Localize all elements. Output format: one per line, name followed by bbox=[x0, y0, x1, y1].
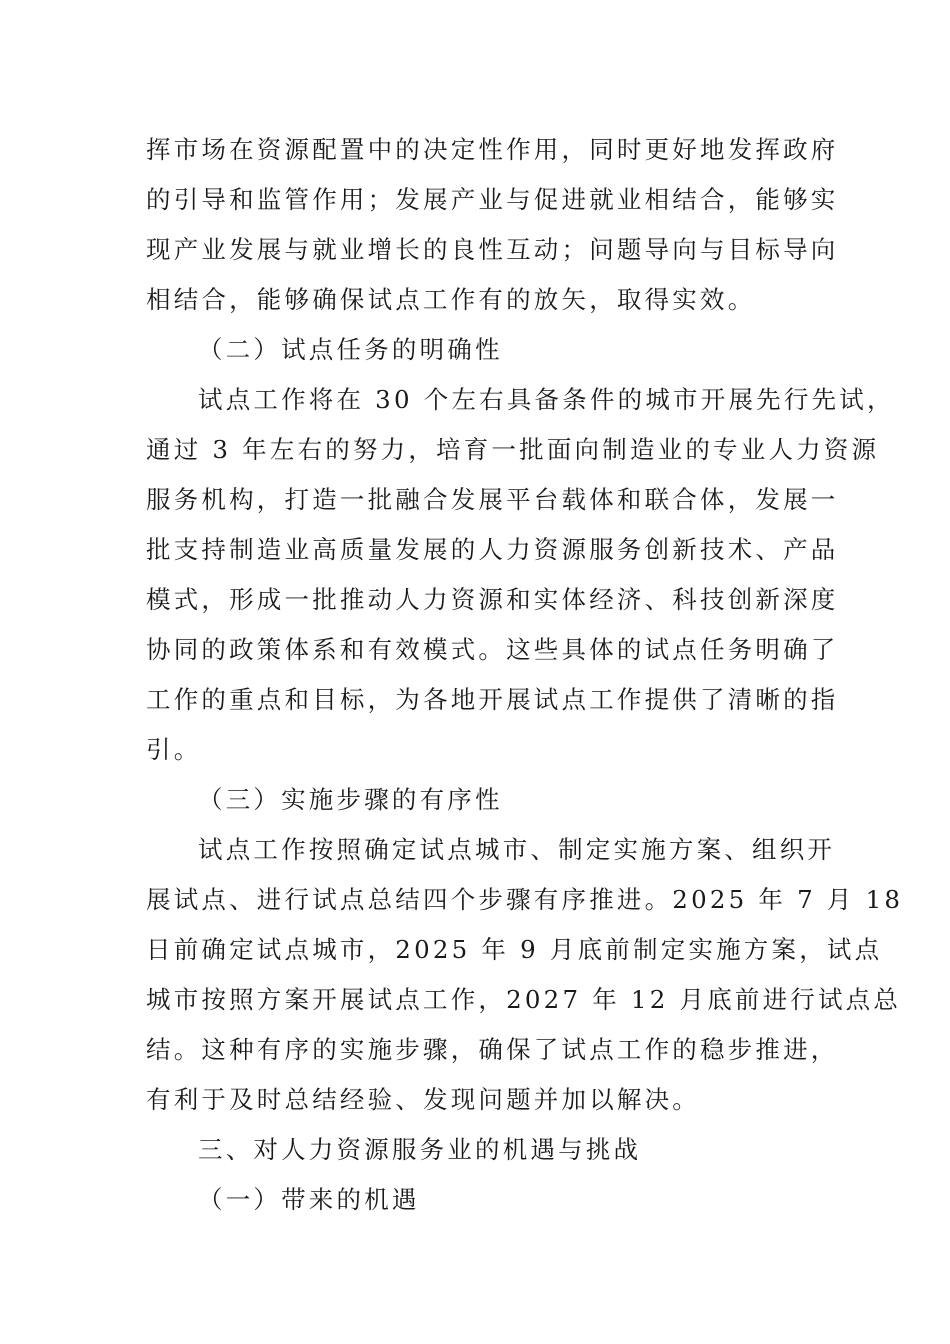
subheading-step-order: （三）实施步骤的有序性 bbox=[198, 785, 503, 814]
paragraph-line: 有利于及时总结经验、发现问题并加以解决。 bbox=[146, 1085, 700, 1114]
paragraph-line: 试点工作将在 30 个左右具备条件的城市开展先行先试， bbox=[198, 385, 895, 414]
paragraph-line: 展试点、进行试点总结四个步骤有序推进。2025 年 7 月 18 bbox=[146, 885, 904, 914]
paragraph-line: 通过 3 年左右的努力，培育一批面向制造业的专业人力资源 bbox=[146, 435, 880, 464]
paragraph-line: 模式，形成一批推动人力资源和实体经济、科技创新深度 bbox=[146, 585, 839, 614]
paragraph-line: 挥市场在资源配置中的决定性作用，同时更好地发挥政府 bbox=[146, 135, 839, 164]
paragraph-line: 批支持制造业高质量发展的人力资源服务创新技术、产品 bbox=[146, 535, 839, 564]
paragraph-line: 引。 bbox=[146, 735, 202, 764]
paragraph-line: 城市按照方案开展试点工作，2027 年 12 月底前进行试点总 bbox=[146, 985, 902, 1014]
paragraph-line: 相结合，能够确保试点工作有的放矢，取得实效。 bbox=[146, 285, 756, 314]
paragraph-line: 日前确定试点城市，2025 年 9 月底前制定实施方案，试点 bbox=[146, 935, 883, 964]
paragraph-line: 协同的政策体系和有效模式。这些具体的试点任务明确了 bbox=[146, 635, 839, 664]
section-title: 三、对人力资源服务业的机遇与挑战 bbox=[198, 1135, 642, 1164]
paragraph-line: 工作的重点和目标，为各地开展试点工作提供了清晰的指 bbox=[146, 685, 839, 714]
paragraph-line: 服务机构，打造一批融合发展平台载体和联合体，发展一 bbox=[146, 485, 839, 514]
paragraph-line: 试点工作按照确定试点城市、制定实施方案、组织开 bbox=[198, 835, 836, 864]
paragraph-line: 结。这种有序的实施步骤，确保了试点工作的稳步推进， bbox=[146, 1035, 839, 1064]
paragraph-line: 现产业发展与就业增长的良性互动；问题导向与目标导向 bbox=[146, 235, 839, 264]
paragraph-line: 的引导和监管作用；发展产业与促进就业相结合，能够实 bbox=[146, 185, 839, 214]
document-body bbox=[146, 125, 904, 1225]
subheading-opportunities: （一）带来的机遇 bbox=[198, 1185, 420, 1214]
subheading-task-clarity: （二）试点任务的明确性 bbox=[198, 335, 503, 364]
